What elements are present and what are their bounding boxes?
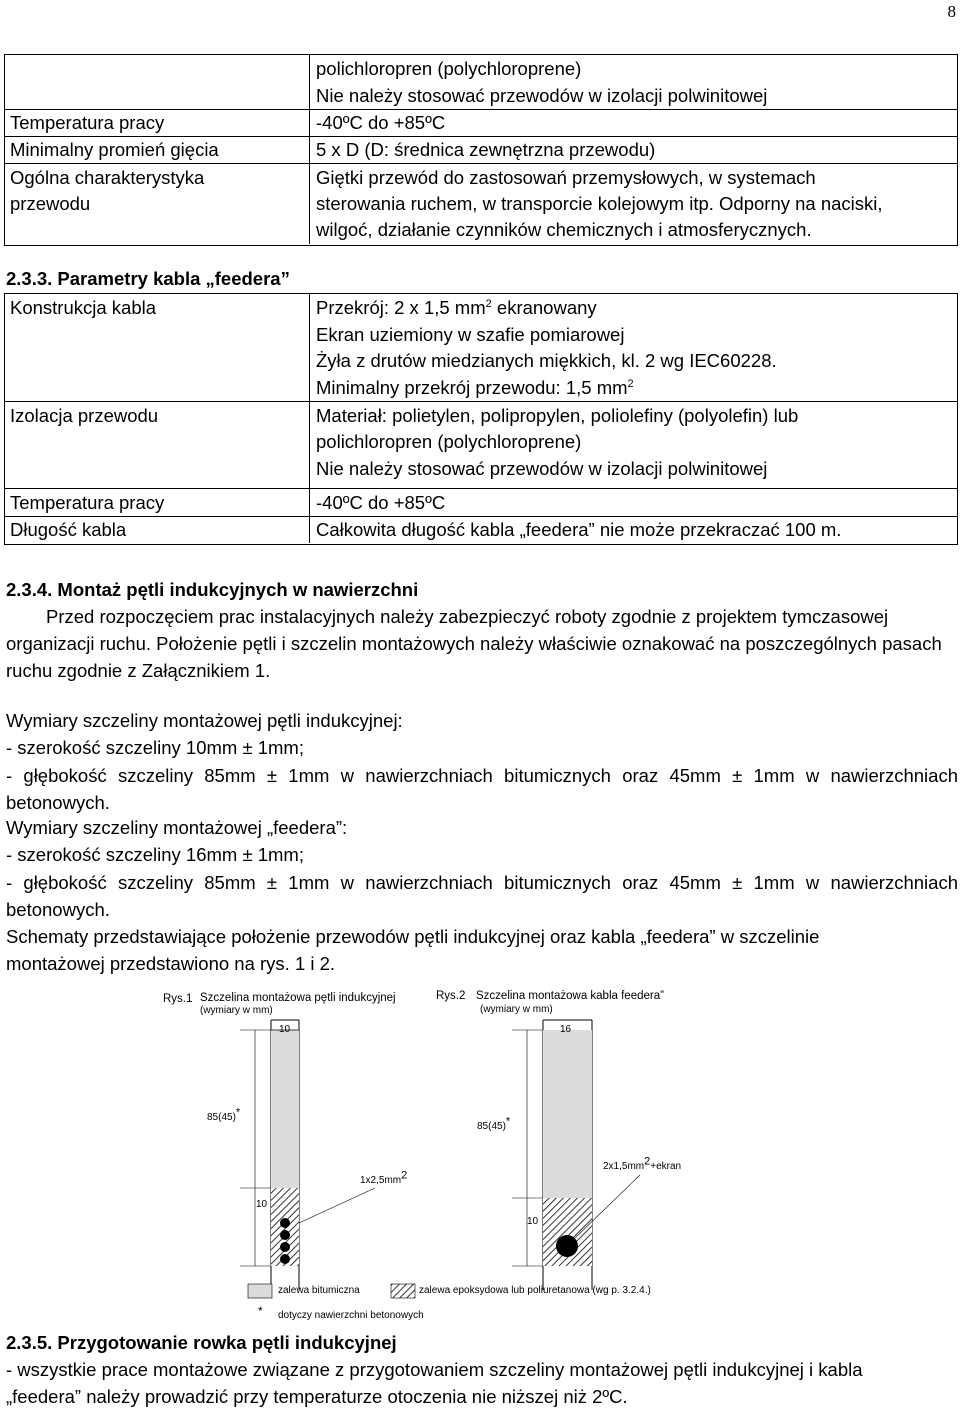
cable-2x1.5 xyxy=(556,1235,578,1257)
superscript: 2 xyxy=(401,1169,408,1182)
row-divider xyxy=(4,163,957,164)
row-divider xyxy=(4,488,957,489)
table-cell: wilgoć, działanie czynników chemicznych i atmosferycznych. xyxy=(316,219,812,240)
table-cell: Materiał: polietylen, polipropylen, poliolefiny (polyolefin) lub xyxy=(316,405,799,426)
table-label: Ogólna charakterystyka xyxy=(10,167,205,188)
figure-2-depth xyxy=(477,1115,511,1133)
table-cell: Giętki przewód do zastosowań przemysłowych, w systemach xyxy=(316,167,816,188)
legend-bitumen: zalewa bitumiczna xyxy=(278,1285,360,1296)
figure-2-units: (wymiary w mm) xyxy=(480,1004,553,1015)
depth-value: 85(45) xyxy=(477,1121,506,1132)
list-item: - szerokość szczeliny 10mm ± 1mm; xyxy=(6,737,304,758)
table-label: Konstrukcja kabla xyxy=(10,297,157,318)
table-cell xyxy=(316,295,597,321)
list-item: - szerokość szczeliny 16mm ± 1mm; xyxy=(6,844,304,865)
figure-1-depth xyxy=(207,1106,241,1124)
figure-2-top-cover: 10 xyxy=(527,1216,539,1227)
table-label: Temperatura pracy xyxy=(10,492,165,513)
legend-asterisk: * xyxy=(258,1306,263,1318)
table-cell: Całkowita długość kabla „feedera” nie może przekraczać 100 m. xyxy=(316,519,842,540)
list-item: - głębokość szczeliny 85mm ± 1mm w nawierzchniach bitumicznych oraz 45mm ± 1mm w nawierzchniach betonowych. xyxy=(6,765,958,813)
superscript: 2 xyxy=(627,377,634,390)
table-divider xyxy=(309,293,310,543)
table-label: Izolacja przewodu xyxy=(10,405,159,426)
figure-1-cable xyxy=(360,1169,408,1187)
table-divider xyxy=(309,54,310,244)
list-item: - głębokość szczeliny 85mm ± 1mm w nawierzchniach bitumicznych oraz 45mm ± 1mm w nawierzchniach betonowych. xyxy=(6,872,958,920)
figure-2-slot xyxy=(512,1020,640,1290)
loop-dims-title: Wymiary szczeliny montażowej pętli indukcyjnej: xyxy=(6,710,403,731)
table-cell: polichloropren (polychloroprene) xyxy=(316,431,582,452)
table-cell xyxy=(316,375,634,401)
legend-swatch-epoxy xyxy=(391,1284,415,1298)
figure-1-width: 10 xyxy=(279,1024,291,1035)
cell-text: Minimalny przekrój przewodu: 1,5 mm xyxy=(316,377,628,398)
cable-label-end: +ekran xyxy=(650,1161,682,1172)
section-heading-233: 2.3.3. Parametry kabla „feedera” xyxy=(6,268,290,289)
asterisk: * xyxy=(505,1115,511,1128)
feeder-dims-title: Wymiary szczeliny montażowej „feedera”: xyxy=(6,817,348,838)
legend-swatch-bitumen xyxy=(248,1284,272,1298)
figure-2-width: 16 xyxy=(560,1024,572,1035)
table-label: Długość kabla xyxy=(10,519,127,540)
superscript: 2 xyxy=(485,297,492,310)
page-number: 8 xyxy=(947,2,956,21)
wire-1 xyxy=(280,1218,290,1228)
figure-1-units: (wymiary w mm) xyxy=(200,1005,273,1016)
table-cell: Nie należy stosować przewodów w izolacji polwinitowej xyxy=(316,85,768,106)
figure-1-label: Rys.1 xyxy=(163,993,193,1005)
row-divider xyxy=(4,401,957,402)
table-cell: sterowania ruchem, w transporcie kolejowym itp. Odporny na naciski, xyxy=(316,193,883,214)
figure-2-title: Szczelina montażowa kabla feedera” xyxy=(476,990,664,1002)
table-cell: -40ºC do +85ºC xyxy=(316,492,446,513)
wire-3 xyxy=(280,1242,290,1252)
legend-epoxy: zalewa epoksydowa lub poliuretanowa (wg p. 3.2.4.) xyxy=(419,1285,651,1296)
table-cell: -40ºC do +85ºC xyxy=(316,112,446,133)
wire-4 xyxy=(280,1254,290,1264)
figure-2-cable xyxy=(603,1155,682,1173)
figure-1-title: Szczelina montażowa pętli indukcyjnej xyxy=(200,992,396,1004)
section-heading-234: 2.3.4. Montaż pętli indukcyjnych w nawierzchni xyxy=(6,579,419,600)
figure-1-top-cover: 10 xyxy=(256,1199,268,1210)
table-label: Temperatura pracy xyxy=(10,112,165,133)
table-label: przewodu xyxy=(10,193,91,214)
wire-2 xyxy=(280,1230,290,1240)
table-cell: Żyła z drutów miedzianych miękkich, kl. 2 wg IEC60228. xyxy=(316,350,777,371)
schemes-paragraph: Schematy przedstawiające położenie przewodów pętli indukcyjnej oraz kabla „feedera” w szczelinie montażowej przedstawiono na rys. 1 i 2. xyxy=(6,926,820,974)
section-heading-235: 2.3.5. Przygotowanie rowka pętli indukcyjnej xyxy=(6,1332,397,1353)
depth-value: 85(45) xyxy=(207,1112,236,1123)
intro-paragraph: Przed rozpoczęciem prac instalacyjnych należy zabezpieczyć roboty zgodnie z projektem tymczasowej organizacji ruchu. Położenie pętli i szczelin montażowych należy właściwie oznakować na poszczególnych pasach ruchu zgodnie z Załącznikiem 1. xyxy=(6,606,942,681)
table-cell: Ekran uziemiony w szafie pomiarowej xyxy=(316,324,625,345)
legend-concrete: dotyczy nawierzchni betonowych xyxy=(278,1310,424,1321)
cable-label: 1x2,5mm xyxy=(360,1175,402,1186)
table-cell: Nie należy stosować przewodów w izolacji polwinitowej xyxy=(316,458,768,479)
cell-text: Przekrój: 2 x 1,5 mm xyxy=(316,297,486,318)
superscript: 2 xyxy=(644,1155,651,1168)
list-item: „feedera” należy prowadzić przy temperaturze otoczenia nie niższej niż 2ºC. xyxy=(6,1386,628,1407)
table-label: Minimalny promień gięcia xyxy=(10,139,219,160)
figure-diagrams xyxy=(0,980,960,1330)
figure-2-label: Rys.2 xyxy=(436,990,466,1002)
table-cell: 5 x D (D: średnica zewnętrzna przewodu) xyxy=(316,139,656,160)
cell-text: ekranowany xyxy=(491,297,597,318)
table-cell: polichloropren (polychloroprene) xyxy=(316,58,582,79)
cable-label: 2x1,5mm xyxy=(603,1161,645,1172)
asterisk: * xyxy=(235,1106,241,1119)
figure-1-slot xyxy=(240,1020,375,1290)
list-item: - wszystkie prace montażowe związane z przygotowaniem szczeliny montażowej pętli indukcyjnej i kabla xyxy=(6,1359,863,1380)
